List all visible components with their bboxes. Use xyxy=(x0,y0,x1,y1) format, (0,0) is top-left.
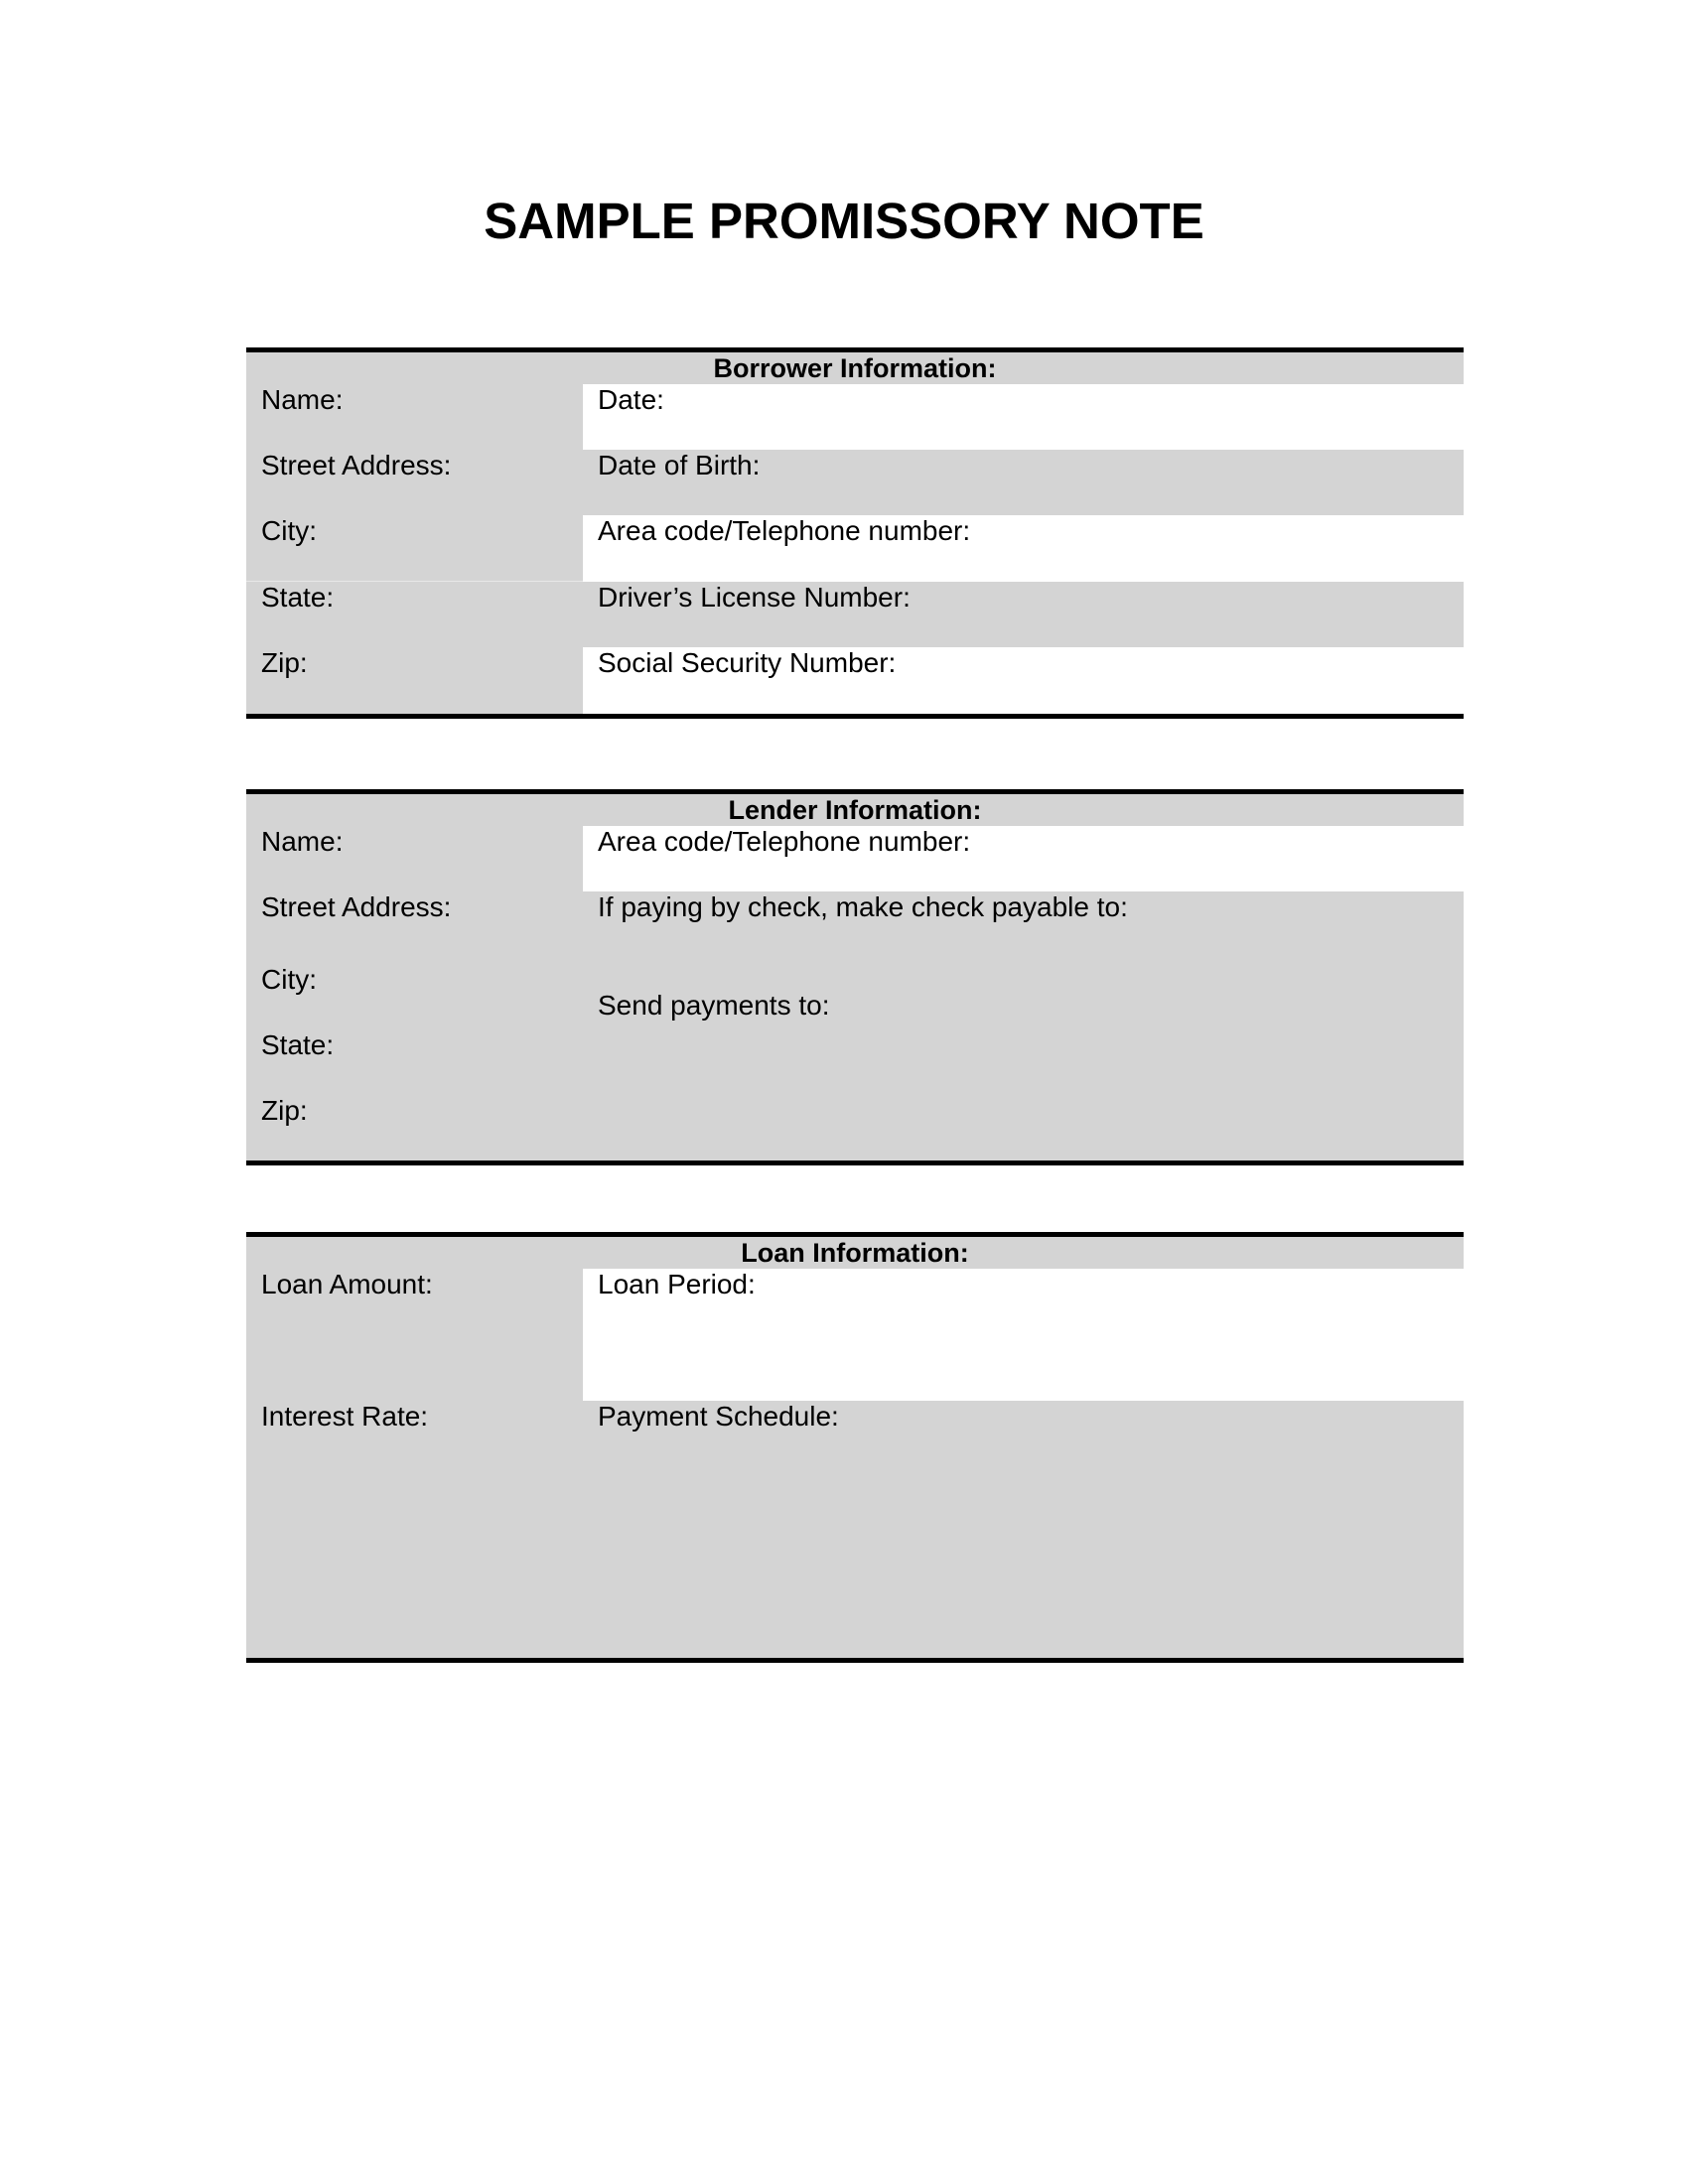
borrower-ssn-row xyxy=(583,647,1464,714)
lender-street-address-label: Street Address: xyxy=(261,891,452,922)
payment-schedule-block xyxy=(583,1401,1464,1658)
lender-phone-row xyxy=(583,826,1464,891)
borrower-date-label: Date: xyxy=(598,384,664,415)
borrower-name-label: Name: xyxy=(261,384,344,415)
borrower-phone-row xyxy=(583,515,1464,582)
loan-period-row xyxy=(583,1269,1464,1401)
borrower-license-label: Driver’s License Number: xyxy=(598,582,911,613)
interest-rate-label: Interest Rate: xyxy=(261,1401,429,1432)
payment-schedule-label: Payment Schedule: xyxy=(598,1401,839,1432)
lender-left-block xyxy=(246,826,583,1160)
borrower-state-label: State: xyxy=(261,582,335,613)
lender-state-label: State: xyxy=(261,1029,335,1060)
borrower-street-address-label: Street Address: xyxy=(261,450,452,480)
document-title: SAMPLE PROMISSORY NOTE xyxy=(484,193,1204,249)
borrower-city-label: City: xyxy=(261,515,317,546)
borrower-dob-row xyxy=(583,450,1464,515)
section-bottom-rule xyxy=(246,1160,1464,1165)
lender-phone-label: Area code/Telephone number: xyxy=(598,826,971,857)
loan-section-header: Loan Information: xyxy=(246,1237,1464,1269)
borrower-dob-label: Date of Birth: xyxy=(598,450,761,480)
lender-zip-label: Zip: xyxy=(261,1095,308,1126)
lender-section-header: Lender Information: xyxy=(246,794,1464,826)
section-bottom-rule xyxy=(246,714,1464,719)
borrower-information-section xyxy=(246,347,1464,725)
lender-city-label: City: xyxy=(261,964,317,995)
loan-left-block xyxy=(246,1269,583,1658)
lender-information-section xyxy=(246,789,1464,1171)
borrower-zip-label: Zip: xyxy=(261,647,308,678)
lender-check-payable-label: If paying by check, make check payable to: xyxy=(598,891,1128,922)
lender-payment-block xyxy=(583,891,1464,1160)
borrower-license-row xyxy=(583,582,1464,647)
borrower-date-row xyxy=(583,384,1464,450)
lender-send-payments-label: Send payments to: xyxy=(598,990,830,1021)
borrower-left-block-1 xyxy=(246,384,583,581)
borrower-section-header: Borrower Information: xyxy=(246,352,1464,384)
loan-information-section xyxy=(246,1232,1464,1669)
borrower-left-block-2 xyxy=(246,582,583,714)
lender-name-label: Name: xyxy=(261,826,344,857)
loan-period-label: Loan Period: xyxy=(598,1269,756,1299)
borrower-phone-label: Area code/Telephone number: xyxy=(598,515,971,546)
loan-amount-label: Loan Amount: xyxy=(261,1269,433,1299)
borrower-ssn-label: Social Security Number: xyxy=(598,647,897,678)
section-bottom-rule xyxy=(246,1658,1464,1663)
